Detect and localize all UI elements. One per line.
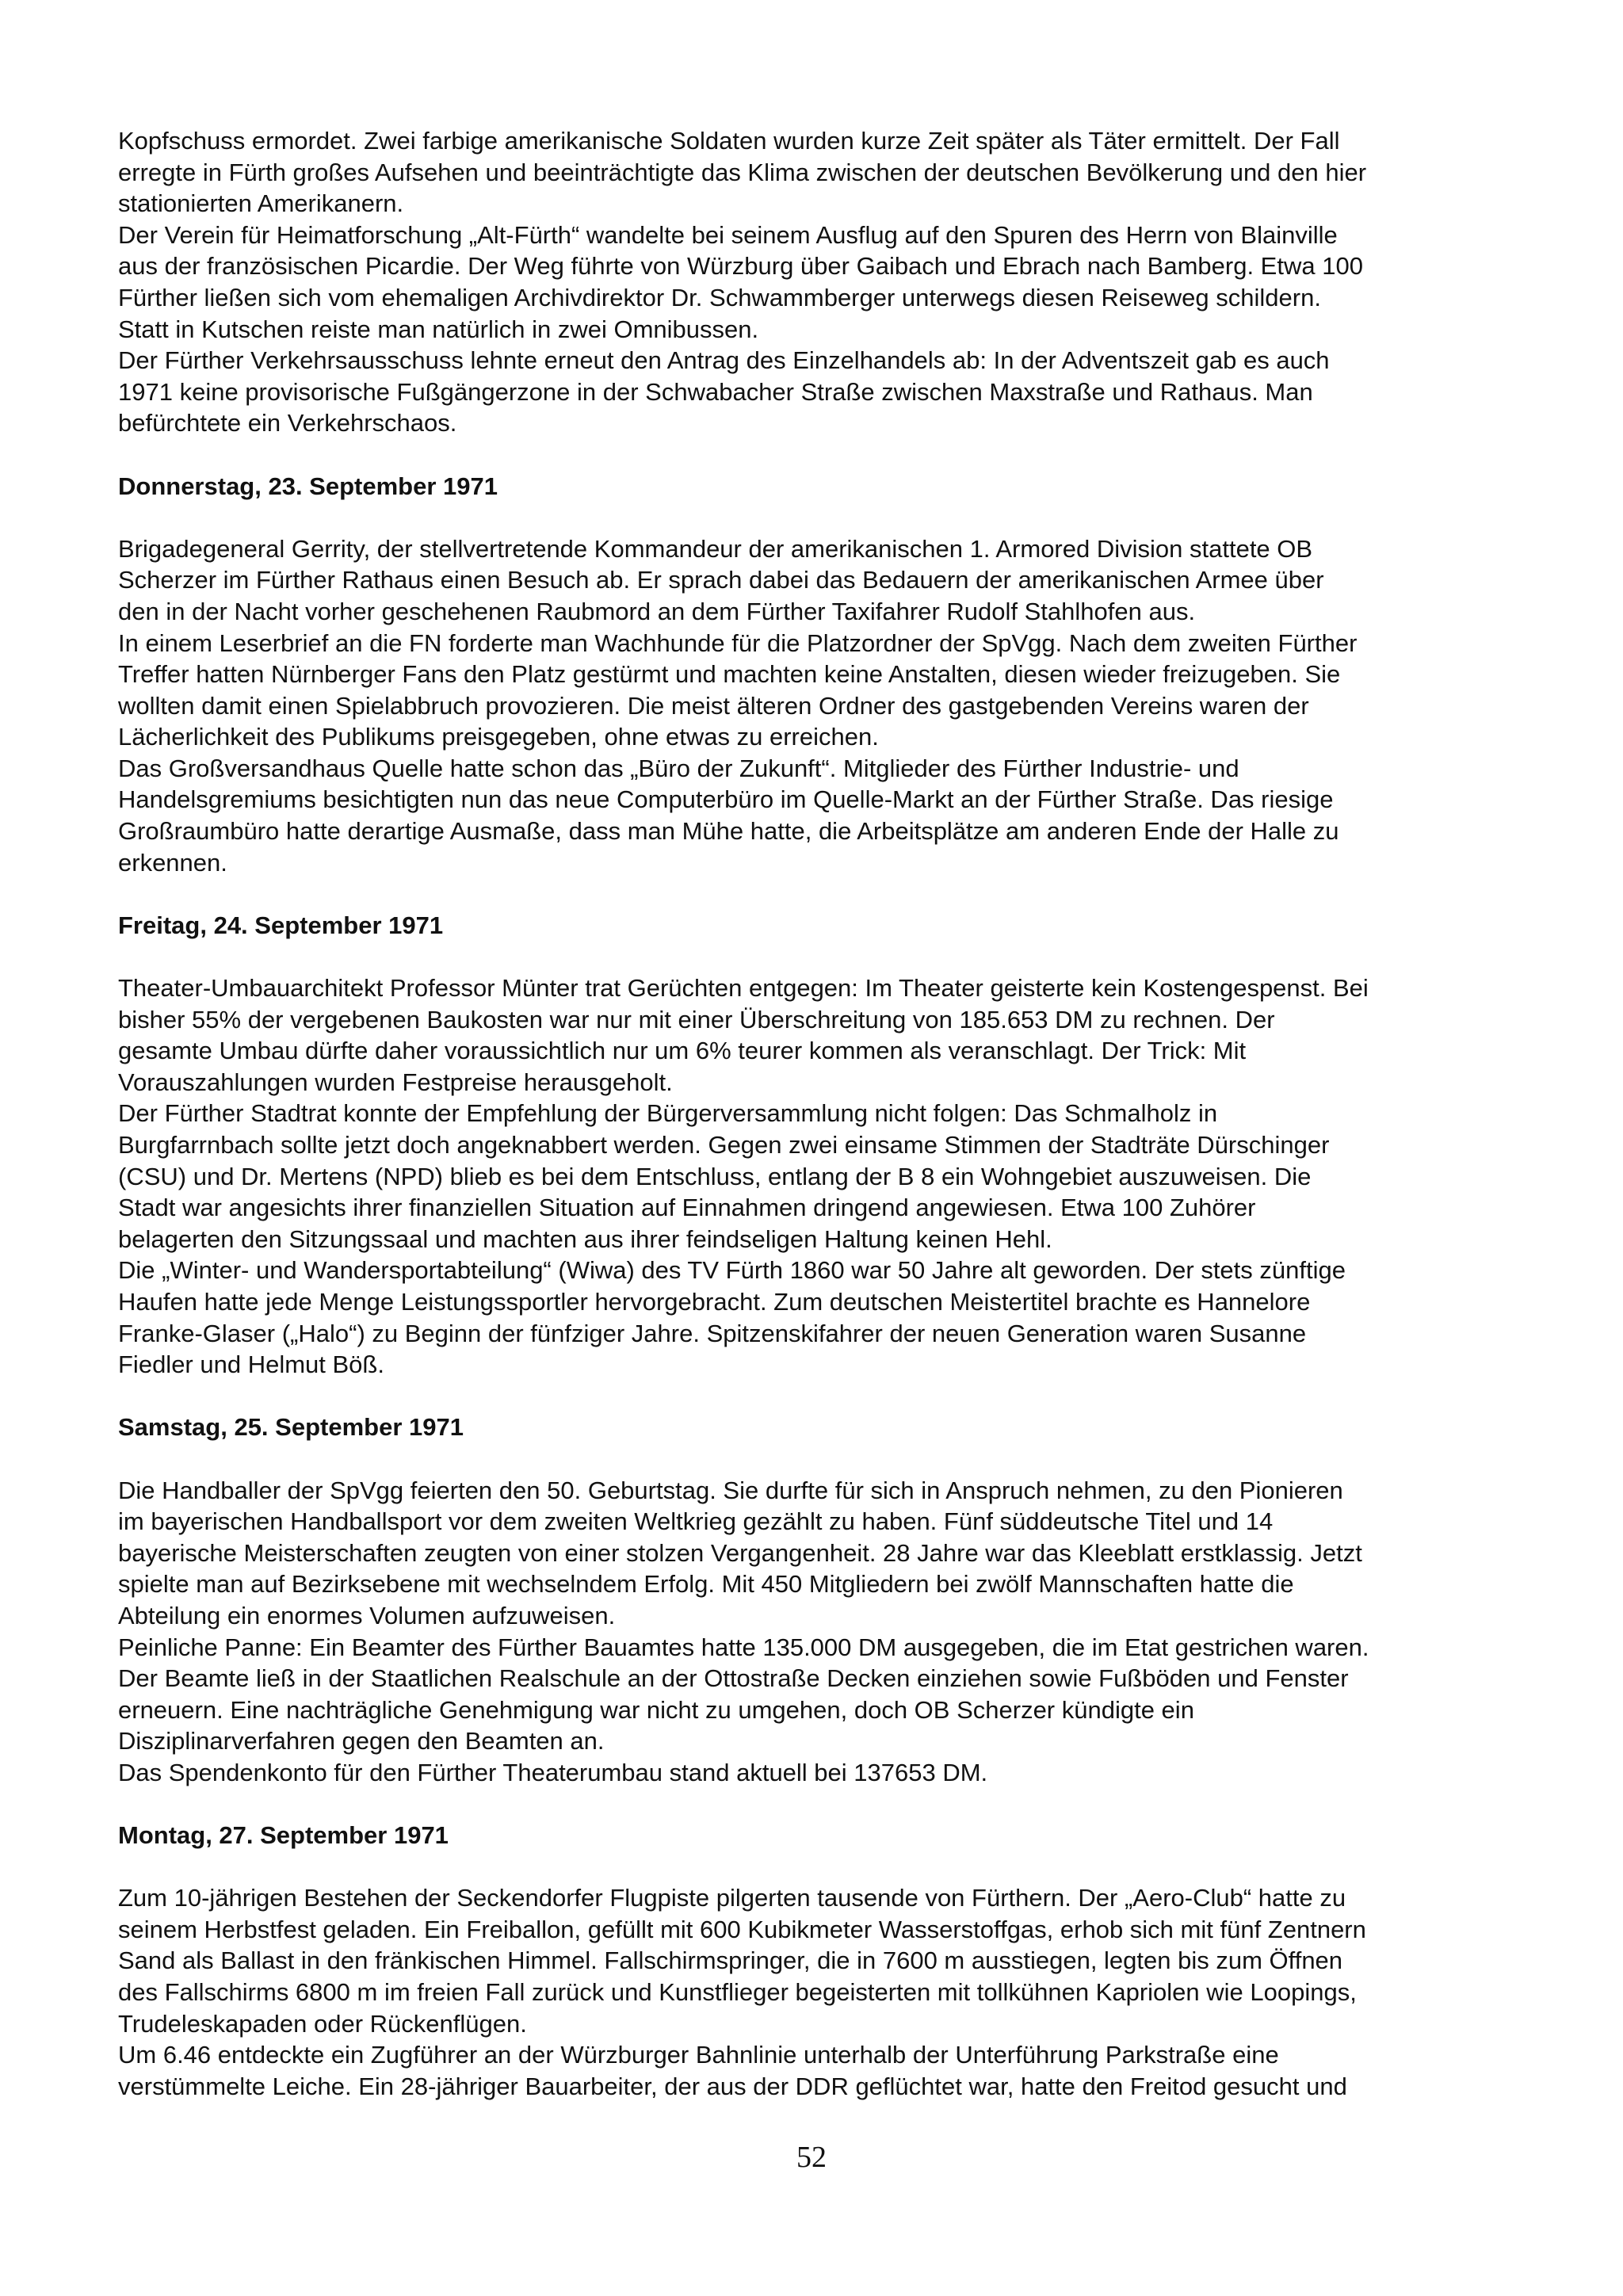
text-line: Trudeleskapaden oder Rückenflügen. [118,2009,527,2038]
text-line: belagerten den Sitzungssaal und machten aus ihrer feindseligen Haltung keinen Hehl. [118,1224,1052,1253]
text-line: bisher 55% der vergebenen Baukosten war nur mit einer Überschreitung von 185.653 DM zu rechnen. Der [118,1005,1275,1033]
text-line: Das Großversandhaus Quelle hatte schon das „Büro der Zukunft“. Mitglieder des Fürther Industrie- und [118,754,1239,782]
paragraph [118,220,1521,345]
text-line: befürchtete ein Verkehrschaos. [118,409,457,437]
paragraph [118,1098,1521,1255]
text-line: Haufen hatte jede Menge Leistungssportler hervorgebracht. Zum deutschen Meistertitel brachte es Hannelore [118,1287,1311,1316]
diary-section [118,125,1521,439]
text-line: Handelsgremiums besichtigten nun das neue Computerbüro im Quelle-Markt an der Fürther Straße. Das riesige [118,785,1334,814]
text-line: erkennen. [118,848,227,877]
text-line: Um 6.46 entdeckte ein Zugführer an der Würzburger Bahnlinie unterhalb der Unterführung Parkstraße eine [118,2041,1279,2069]
text-line: spielte man auf Bezirksebene mit wechselndem Erfolg. Mit 450 Mitgliedern bei zwölf Mannschaften hatte die [118,1570,1294,1599]
text-line: erneuern. Eine nachträgliche Genehmigung war nicht zu umgehen, doch OB Scherzer kündigte ein [118,1695,1194,1724]
text-line: im bayerischen Handballsport vor dem zweiten Weltkrieg gezählt zu haben. Fünf süddeutsche Titel und 14 [118,1507,1274,1536]
date-heading: Freitag, 24. September 1971 [118,911,444,939]
text-line: Lächerlichkeit des Publikums preisgegeben, ohne etwas zu erreichen. [118,723,879,751]
text-line: Der Fürther Verkehrsausschuss lehnte erneut den Antrag des Einzelhandels ab: In der Adventszeit gab es auch [118,346,1330,375]
text-line: Peinliche Panne: Ein Beamter des Fürther Bauamtes hatte 135.000 DM ausgegeben, die im Etat gestrichen waren. [118,1633,1369,1661]
text-line: erregte in Fürth großes Aufsehen und beeinträchtigte das Klima zwischen der deutschen Bevölkerung und den hier [118,158,1367,186]
text-line: Vorauszahlungen wurden Festpreise herausgeholt. [118,1068,673,1096]
text-line: den in der Nacht vorher geschehenen Raubmord an dem Fürther Taxifahrer Rudolf Stahlhofen aus. [118,597,1196,625]
paragraph [118,125,1521,220]
paragraph [118,1632,1521,1757]
paragraph [118,533,1521,628]
text-line: Franke-Glaser („Halo“) zu Beginn der fünfziger Jahre. Spitzenskifahrer der neuen Generation waren Susanne [118,1319,1307,1347]
diary-section [118,471,1521,879]
text-line: Das Spendenkonto für den Fürther Theaterumbau stand aktuell bei 137653 DM. [118,1758,988,1786]
text-line: seinem Herbstfest geladen. Ein Freiballon, gefüllt mit 600 Kubikmeter Wasserstoffgas, erhob sich mit fünf Zentnern [118,1915,1366,1943]
text-line: Scherzer im Fürther Rathaus einen Besuch ab. Er sprach dabei das Bedauern der amerikanischen Armee über [118,566,1324,594]
text-line: gesamte Umbau dürfte daher voraussichtlich nur um 6% teurer kommen als veranschlagt. Der Trick: Mit [118,1037,1247,1065]
text-line: Theater-Umbauarchitekt Professor Münter trat Gerüchten entgegen: Im Theater geisterte kein Kostengespenst. Bei [118,974,1369,1003]
date-heading: Samstag, 25. September 1971 [118,1413,464,1442]
text-line: Fiedler und Helmut Böß. [118,1350,384,1379]
text-line: Der Verein für Heimatforschung „Alt-Fürth“ wandelte bei seinem Ausflug auf den Spuren des Herrn von Blainville [118,220,1338,249]
diary-section [118,1412,1521,1788]
text-line: (CSU) und Dr. Mertens (NPD) blieb es bei dem Entschluss, entlang der B 8 ein Wohngebiet auszuweisen. Die [118,1162,1312,1190]
paragraph [118,753,1521,878]
text-line: Die Handballer der SpVgg feierten den 50. Geburtstag. Sie durfte für sich in Anspruch nehmen, zu den Pionieren [118,1476,1343,1504]
text-line: bayerische Meisterschaften zeugten von einer stolzen Vergangenheit. 28 Jahre war das Kleeblatt erstklassig. Jetzt [118,1538,1362,1567]
text-line: 1971 keine provisorische Fußgängerzone in der Schwabacher Straße zwischen Maxstraße und Rathaus. Man [118,377,1313,406]
paragraph [118,628,1521,753]
paragraph [118,345,1521,439]
text-line: stationierten Amerikanern. [118,189,404,218]
text-line: Fürther ließen sich vom ehemaligen Archivdirektor Dr. Schwammberger unterwegs diesen Reiseweg schildern. [118,283,1321,311]
text-line: verstümmelte Leiche. Ein 28-jähriger Bauarbeiter, der aus der DDR geflüchtet war, hatte den Freitod gesucht und [118,2072,1347,2100]
text-line: Zum 10-jährigen Bestehen der Seckendorfer Flugpiste pilgerten tausende von Fürthern. Der „Aero-Club“ hatte zu [118,1884,1346,1912]
paragraph [118,1255,1521,1380]
paragraph [118,1757,1521,1789]
text-line: Der Beamte ließ in der Staatlichen Realschule an der Ottostraße Decken einziehen sowie Fußböden und Fenster [118,1664,1349,1693]
text-line: Treffer hatten Nürnberger Fans den Platz gestürmt und machten keine Anstalten, diesen wieder freizugeben. Sie [118,660,1341,689]
text-line: Die „Winter- und Wandersportabteilung“ (Wiwa) des TV Fürth 1860 war 50 Jahre alt geworden. Der stets zünftige [118,1256,1346,1285]
date-heading: Donnerstag, 23. September 1971 [118,472,498,500]
text-line: des Fallschirms 6800 m im freien Fall zurück und Kunstflieger begeisterten mit tollkühnen Kapriolen wie Loopings, [118,1978,1357,2007]
paragraph [118,1475,1521,1632]
text-line: Kopfschuss ermordet. Zwei farbige amerikanische Soldaten wurden kurze Zeit später als Täter ermittelt. Der Fall [118,127,1340,155]
text-line: Großraumbüro hatte derartige Ausmaße, dass man Mühe hatte, die Arbeitsplätze am anderen Ende der Halle zu [118,817,1339,846]
date-heading: Montag, 27. September 1971 [118,1821,449,1850]
text-line: aus der französischen Picardie. Der Weg führte von Würzburg über Gaibach und Ebrach nach Bamberg. Etwa 100 [118,252,1363,281]
text-line: wollten damit einen Spielabbruch provozieren. Die meist älteren Ordner des gastgebenden Vereins waren der [118,691,1309,720]
text-line: Sand als Ballast in den fränkischen Himmel. Fallschirmspringer, die in 7600 m ausstiegen, legten bis zum Öffnen [118,1946,1343,1975]
text-line: In einem Leserbrief an die FN forderte man Wachhunde für die Platzordner der SpVgg. Nach dem zweiten Fürther [118,628,1358,657]
paragraph [118,2039,1521,2102]
text-line: Der Fürther Stadtrat konnte der Empfehlung der Bürgerversammlung nicht folgen: Das Schmalholz in [118,1099,1218,1128]
text-line: Abteilung ein enormes Volumen aufzuweisen. [118,1601,616,1629]
text-line: Burgfarrnbach sollte jetzt doch angeknabbert werden. Gegen zwei einsame Stimmen der Stadträte Dürschinger [118,1131,1330,1159]
text-line: Brigadegeneral Gerrity, der stellvertretende Kommandeur der amerikanischen 1. Armored Division stattete OB [118,534,1313,563]
text-line: Stadt war angesichts ihrer finanziellen Situation auf Einnahmen dringend angewiesen. Etwa 100 Zuhörer [118,1194,1256,1222]
paragraph [118,972,1521,1098]
diary-section [118,910,1521,1381]
text-line: Disziplinarverfahren gegen den Beamten an. [118,1727,605,1755]
document-body [118,125,1521,2102]
text-line: Statt in Kutschen reiste man natürlich in zwei Omnibussen. [118,315,759,343]
page-number: 52 [796,2141,827,2174]
paragraph [118,1882,1521,2039]
diary-section [118,1820,1521,2102]
